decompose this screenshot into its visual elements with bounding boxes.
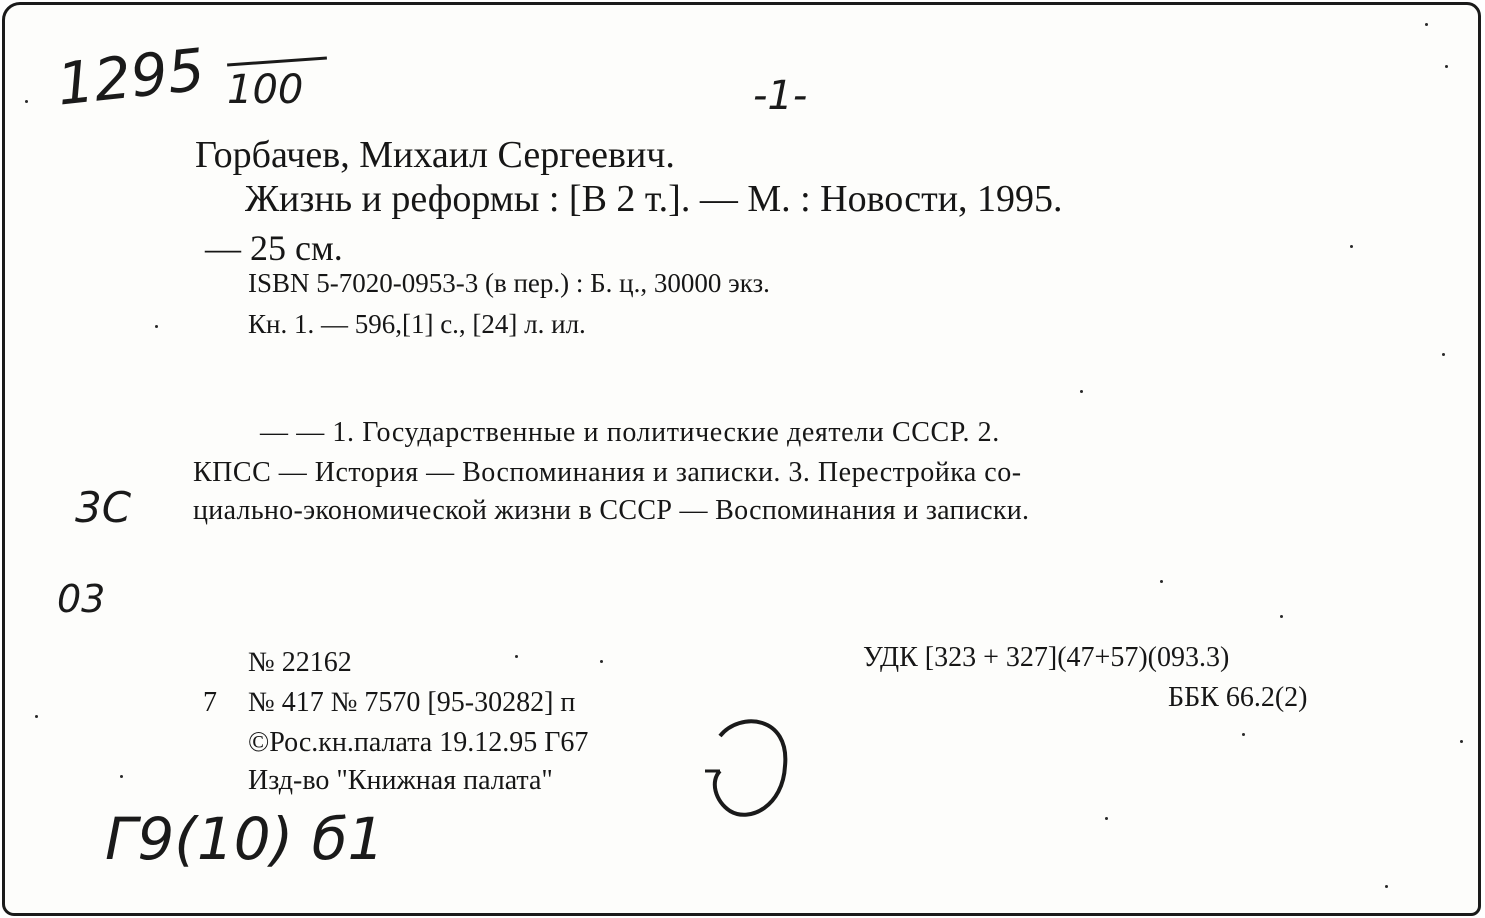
speck (1105, 817, 1108, 820)
handwritten-fraction-line (227, 57, 327, 67)
handwritten-code-3c: 3С (75, 483, 132, 532)
handwritten-code-03: 03 (57, 577, 106, 621)
speck (515, 655, 518, 658)
speck (1442, 353, 1445, 356)
speck (1460, 740, 1463, 743)
record-number-1: № 22162 (248, 647, 352, 678)
speck (155, 325, 158, 328)
copyright-line: ©Рос.кн.палата 19.12.95 Г67 (248, 727, 589, 758)
speck (1280, 615, 1283, 618)
author-heading: Горбачев, Михаил Сергеевич. (195, 134, 675, 176)
udk-code: УДК [323 + 327](47+57)(093.3) (863, 642, 1230, 673)
subjects-line-3: циально-экономической жизни в СССР — Воспоминания и записки. (193, 495, 1030, 526)
subjects-line-2: КПСС — История — Воспоминания и записки. 3. Перестройка со- (193, 457, 1022, 488)
speck (120, 775, 123, 778)
title-line: Жизнь и реформы : [В 2 т.]. — М. : Новости, 1995. (245, 178, 1063, 220)
speck (1385, 885, 1388, 888)
volume-line: Кн. 1. — 596,[1] с., [24] л. ил. (248, 309, 586, 339)
speck (1080, 390, 1083, 393)
bbk-code: ББК 66.2(2) (1168, 682, 1308, 713)
record-number-2: № 417 № 7570 [95-30282] п (248, 687, 576, 718)
speck (35, 715, 38, 718)
speck (600, 660, 603, 663)
page-mark: -1- (753, 73, 808, 119)
catalog-card (2, 2, 1481, 916)
speck (1160, 580, 1163, 583)
speck (1445, 65, 1448, 68)
subjects-line-1: — — 1. Государственные и политические деятели СССР. 2. (260, 417, 1000, 448)
publisher-line: Изд-во "Книжная палата" (248, 765, 553, 796)
handwritten-fraction: 100 (227, 67, 304, 113)
speck (1425, 23, 1428, 26)
record-prefix: 7 (203, 687, 217, 718)
speck (25, 100, 28, 103)
stamp-circle (685, 711, 815, 831)
speck (1350, 245, 1353, 248)
size-line: — 25 см. (205, 228, 343, 268)
isbn-line: ISBN 5-7020-0953-3 (в пер.) : Б. ц., 30000 экз. (248, 268, 770, 298)
handwritten-number: 1295 (53, 35, 208, 119)
handwritten-bottom-code: Г9(10) б1 (105, 805, 385, 873)
speck (1242, 733, 1245, 736)
